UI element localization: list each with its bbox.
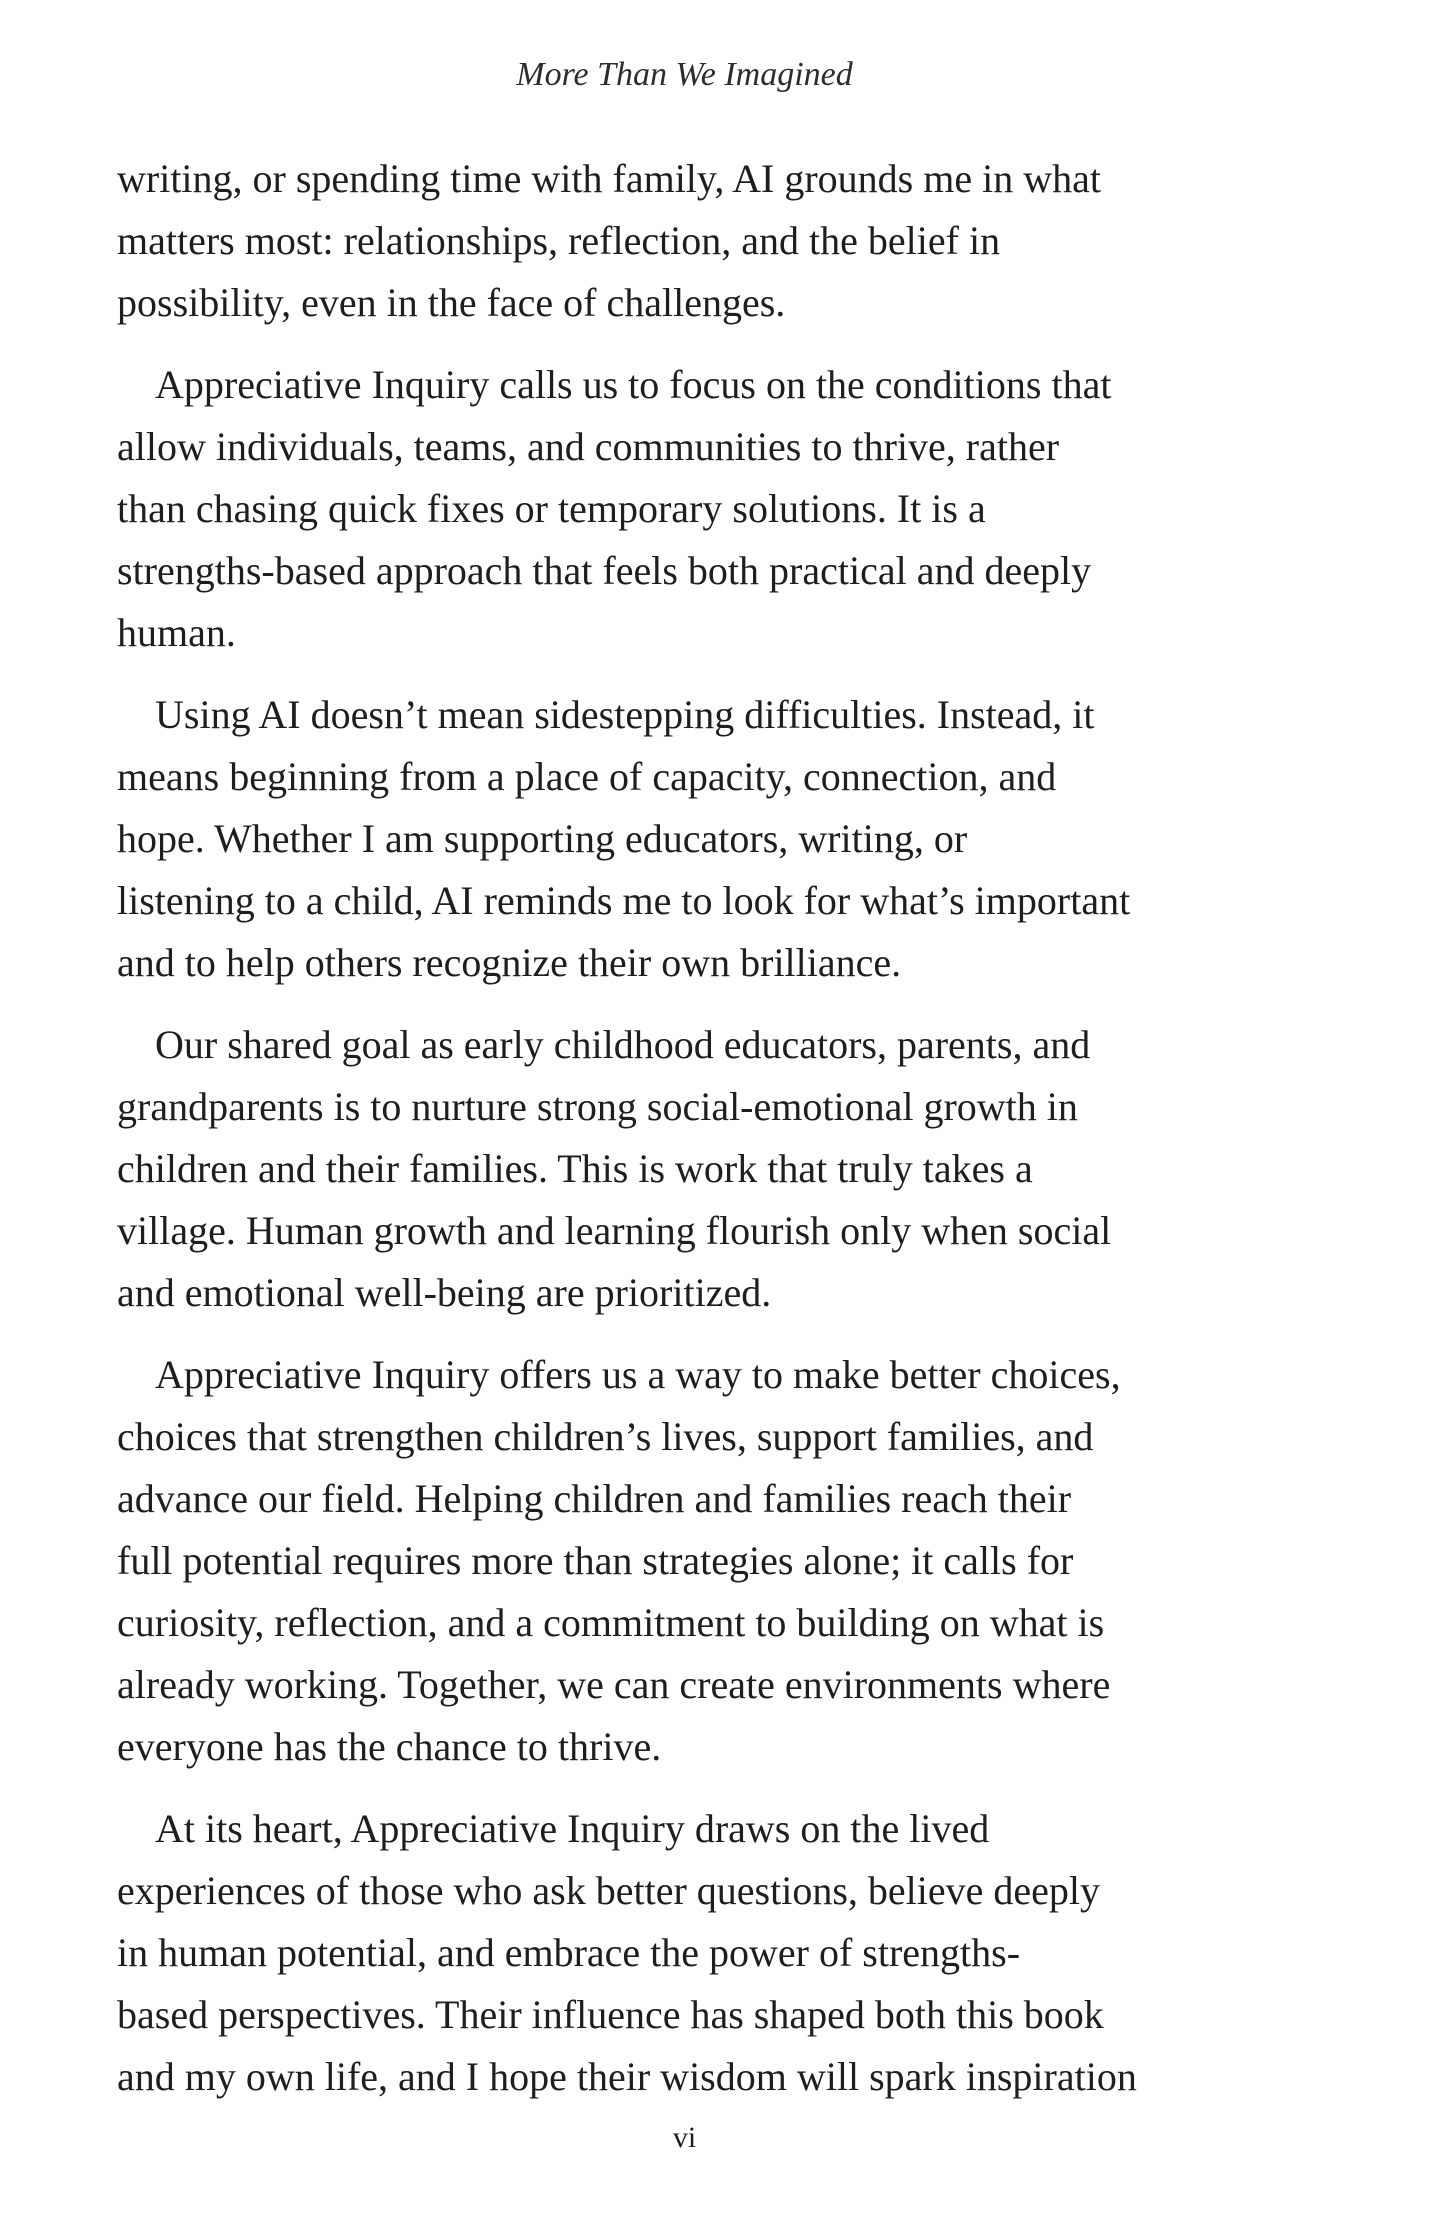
- text-line: based perspectives. Their influence has shaped both this book: [117, 1992, 1104, 2037]
- text-line: means beginning from a place of capacity, connection, and: [117, 754, 1057, 799]
- text-line: strengths-based approach that feels both practical and deeply: [117, 548, 1092, 593]
- text-line: village. Human growth and learning flourish only when social: [117, 1208, 1112, 1253]
- text-line: Our shared goal as early childhood educators, parents, and: [155, 1022, 1091, 1067]
- text-line: At its heart, Appreciative Inquiry draws on the lived: [155, 1806, 990, 1851]
- text-line: Appreciative Inquiry offers us a way to make better choices,: [155, 1352, 1121, 1397]
- paragraph: [117, 1344, 1252, 1778]
- text-line: in human potential, and embrace the power of strengths-: [117, 1930, 1021, 1975]
- page-number: vi: [672, 2121, 697, 2154]
- running-header: More Than We Imagined: [516, 56, 853, 93]
- text-line: Using AI doesn’t mean sidestepping difficulties. Instead, it: [155, 692, 1095, 737]
- text-line: than chasing quick fixes or temporary solutions. It is a: [117, 486, 986, 531]
- text-line: and to help others recognize their own brilliance.: [117, 940, 902, 985]
- text-line: Appreciative Inquiry calls us to focus on the conditions that: [155, 362, 1112, 407]
- text-line: full potential requires more than strategies alone; it calls for: [117, 1538, 1074, 1583]
- text-line: possibility, even in the face of challenges.: [117, 280, 786, 325]
- paragraph: [117, 148, 1252, 334]
- text-line: curiosity, reflection, and a commitment to building on what is: [117, 1600, 1105, 1645]
- paragraph: [117, 1798, 1252, 2108]
- text-line: matters most: relationships, reflection, and the belief in: [117, 218, 1001, 263]
- text-line: and my own life, and I hope their wisdom will spark inspiration: [117, 2054, 1137, 2099]
- text-line: choices that strengthen children’s lives, support families, and: [117, 1414, 1094, 1459]
- text-line: and emotional well-being are prioritized.: [117, 1270, 772, 1315]
- text-line: hope. Whether I am supporting educators, writing, or: [117, 816, 968, 861]
- paragraph: [117, 1014, 1252, 1324]
- text-line: experiences of those who ask better questions, believe deeply: [117, 1868, 1101, 1913]
- text-line: human.: [117, 610, 236, 655]
- paragraph: [117, 354, 1252, 664]
- text-line: already working. Together, we can create environments where: [117, 1662, 1111, 1707]
- page-content: [117, 148, 1252, 2108]
- text-line: allow individuals, teams, and communities to thrive, rather: [117, 424, 1060, 469]
- text-line: writing, or spending time with family, AI grounds me in what: [117, 156, 1101, 201]
- text-line: advance our field. Helping children and families reach their: [117, 1476, 1072, 1521]
- text-line: everyone has the chance to thrive.: [117, 1724, 662, 1769]
- paragraph: [117, 684, 1252, 994]
- text-line: listening to a child, AI reminds me to look for what’s important: [117, 878, 1131, 923]
- text-line: grandparents is to nurture strong social-emotional growth in: [117, 1084, 1078, 1129]
- text-line: children and their families. This is work that truly takes a: [117, 1146, 1033, 1191]
